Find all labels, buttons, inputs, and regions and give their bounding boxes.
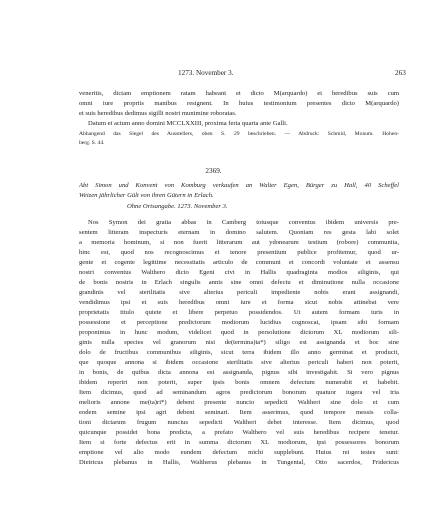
body-line: vendidimus ipsi et suis heredibus omni iure et forma sicut nobis attinebat vere [79, 299, 399, 306]
running-header [0, 68, 427, 78]
header-date: 1273. November 3. [178, 69, 234, 77]
body-line: ginis nulla species vel granorum nisi de(termina)ta*) siligo est assignanda et hoc sine [79, 339, 399, 346]
body-line: que quoque annona si ibidem occasione sterilitatis sive alterius periculi haberi non poterit, [79, 359, 399, 366]
regest-heading [79, 181, 399, 201]
body-line: emptione vel alio modo eundem defectum michi supplebunt. Huius rei testes sunt: [79, 449, 399, 456]
body-line: Dietricus plebanus in Hallis, Waltherus plebanus in Tungental, Otto sacerdos, Fridericus [79, 459, 399, 466]
body-line: in bonis, de quibus dicta annona est assignanda, pignus sibi investigabit. Si vero pignus [79, 369, 399, 376]
body-line: hinc est, quod nos recognoscimus et tenore presentium publice profitemur, quod ur- [79, 249, 399, 256]
text-line: veneritis, dictam emptionem ratam habeant et dicto M(arquardo) et heredibus suis cum [79, 90, 399, 97]
body-line: proponimus in hunc modum, videlicet quod in persolutione dictorum XL modiorum sili- [79, 329, 399, 336]
body-line: de bonis nostris in Erlach singulis annis sine omni defectu et diminutione nulla occasione [79, 279, 399, 286]
charter-number: 2369. [205, 167, 222, 175]
body-line: quicunque possidet bona predicta, a prefato Walthero vel suis heredibus recipere tenetur. [79, 429, 399, 436]
body-line: Item si forte defectus erit in summa dictorum XL modiorum, ipsi possessores bonorum [79, 439, 399, 446]
body-line: a memoria hominum, si non fuerit litterarum aut ydonearum testium (robore) communita, [79, 239, 399, 246]
body-line: tioni dictarum frugum nuncius sepedicti Waltheri debet interesse. Item dicimus, quod [79, 419, 399, 426]
body-line: Item dicimus, quod ad seminandum agros predictorum bonorum quatuor iugera vel tria [79, 389, 399, 396]
top-paragraph [79, 89, 399, 119]
place-date-line: Ohne Ortsangabe. 1273. November 3. [127, 203, 228, 210]
note-line: Abhangend das Siegel des Ausstellers, oben S. 29 beschrieben. — Abdruck: Schmid, Monum. Hohen- [79, 131, 399, 137]
body-line: proprietatis titulo quiete et libere perpetuo possidendos. Ut autem formam iuris in [79, 309, 399, 316]
text-line: et suis heredibus dedimus sigilli nostri munimine roboratas. [79, 110, 237, 117]
note-line: berg. S. 44. [79, 140, 105, 146]
regest-line: Abt Simon und Konvent von Komburg verkaufen an Walter Egen, Bürger zu Hall, 40 Scheffel [79, 182, 399, 189]
datum-line: Datum et actum anno domini MCCLXXIII, proxima feria quarta ante Galli. [88, 120, 288, 127]
datum-paragraph [79, 119, 399, 129]
body-line: ibidem reperiri non poterit, super ipsis bonis omnem defectum numerabit et habebit. [79, 379, 399, 386]
regest-line: Weizen jährlicher Gült von ihren Gütern in Erlach. [79, 192, 214, 199]
body-line: nostri conventus Walthero dicto Egeni civi in Hallis quadraginta modios siliginis, qui [79, 269, 399, 276]
body-line: melioris annone me(ta)ri*) debent presente nuncio sepedicti Waltheri sine dolo et cum [79, 399, 399, 406]
charter-body [79, 218, 399, 468]
body-line: possessione et perceptione predictorum modiorum lucidius cognoscat, ipsam sibi formam [79, 319, 399, 326]
body-line: eodem semine ipsi agri debent seminari. Item asserimus, quod tempore messis colla- [79, 409, 399, 416]
body-line: sentem litteram inspecturis eternam in domino salutem. Quoniam res gesta labi solet [79, 229, 399, 236]
page-number: 263 [395, 69, 406, 77]
body-line: Nos Symon dei gratia abbas in Camberg totusque conventus ibidem universis pre- [88, 219, 399, 226]
body-line: gente et cogente legittime necessitatis articulo de communi et concordi voluntate et assensu [79, 259, 399, 266]
text-line: omni iure propriis manibus resignent. In huius testimonium presentes dicto M(arquardo) [79, 100, 399, 107]
source-note [79, 130, 399, 148]
body-line: grandinis vel sterilitatis sive alterius periculi impediente nobis erant assignandi, [79, 289, 399, 296]
body-line: dolo de fructibus communibus siliginis, sicut terra ibidem illo anno germinat et producit, [79, 349, 399, 356]
